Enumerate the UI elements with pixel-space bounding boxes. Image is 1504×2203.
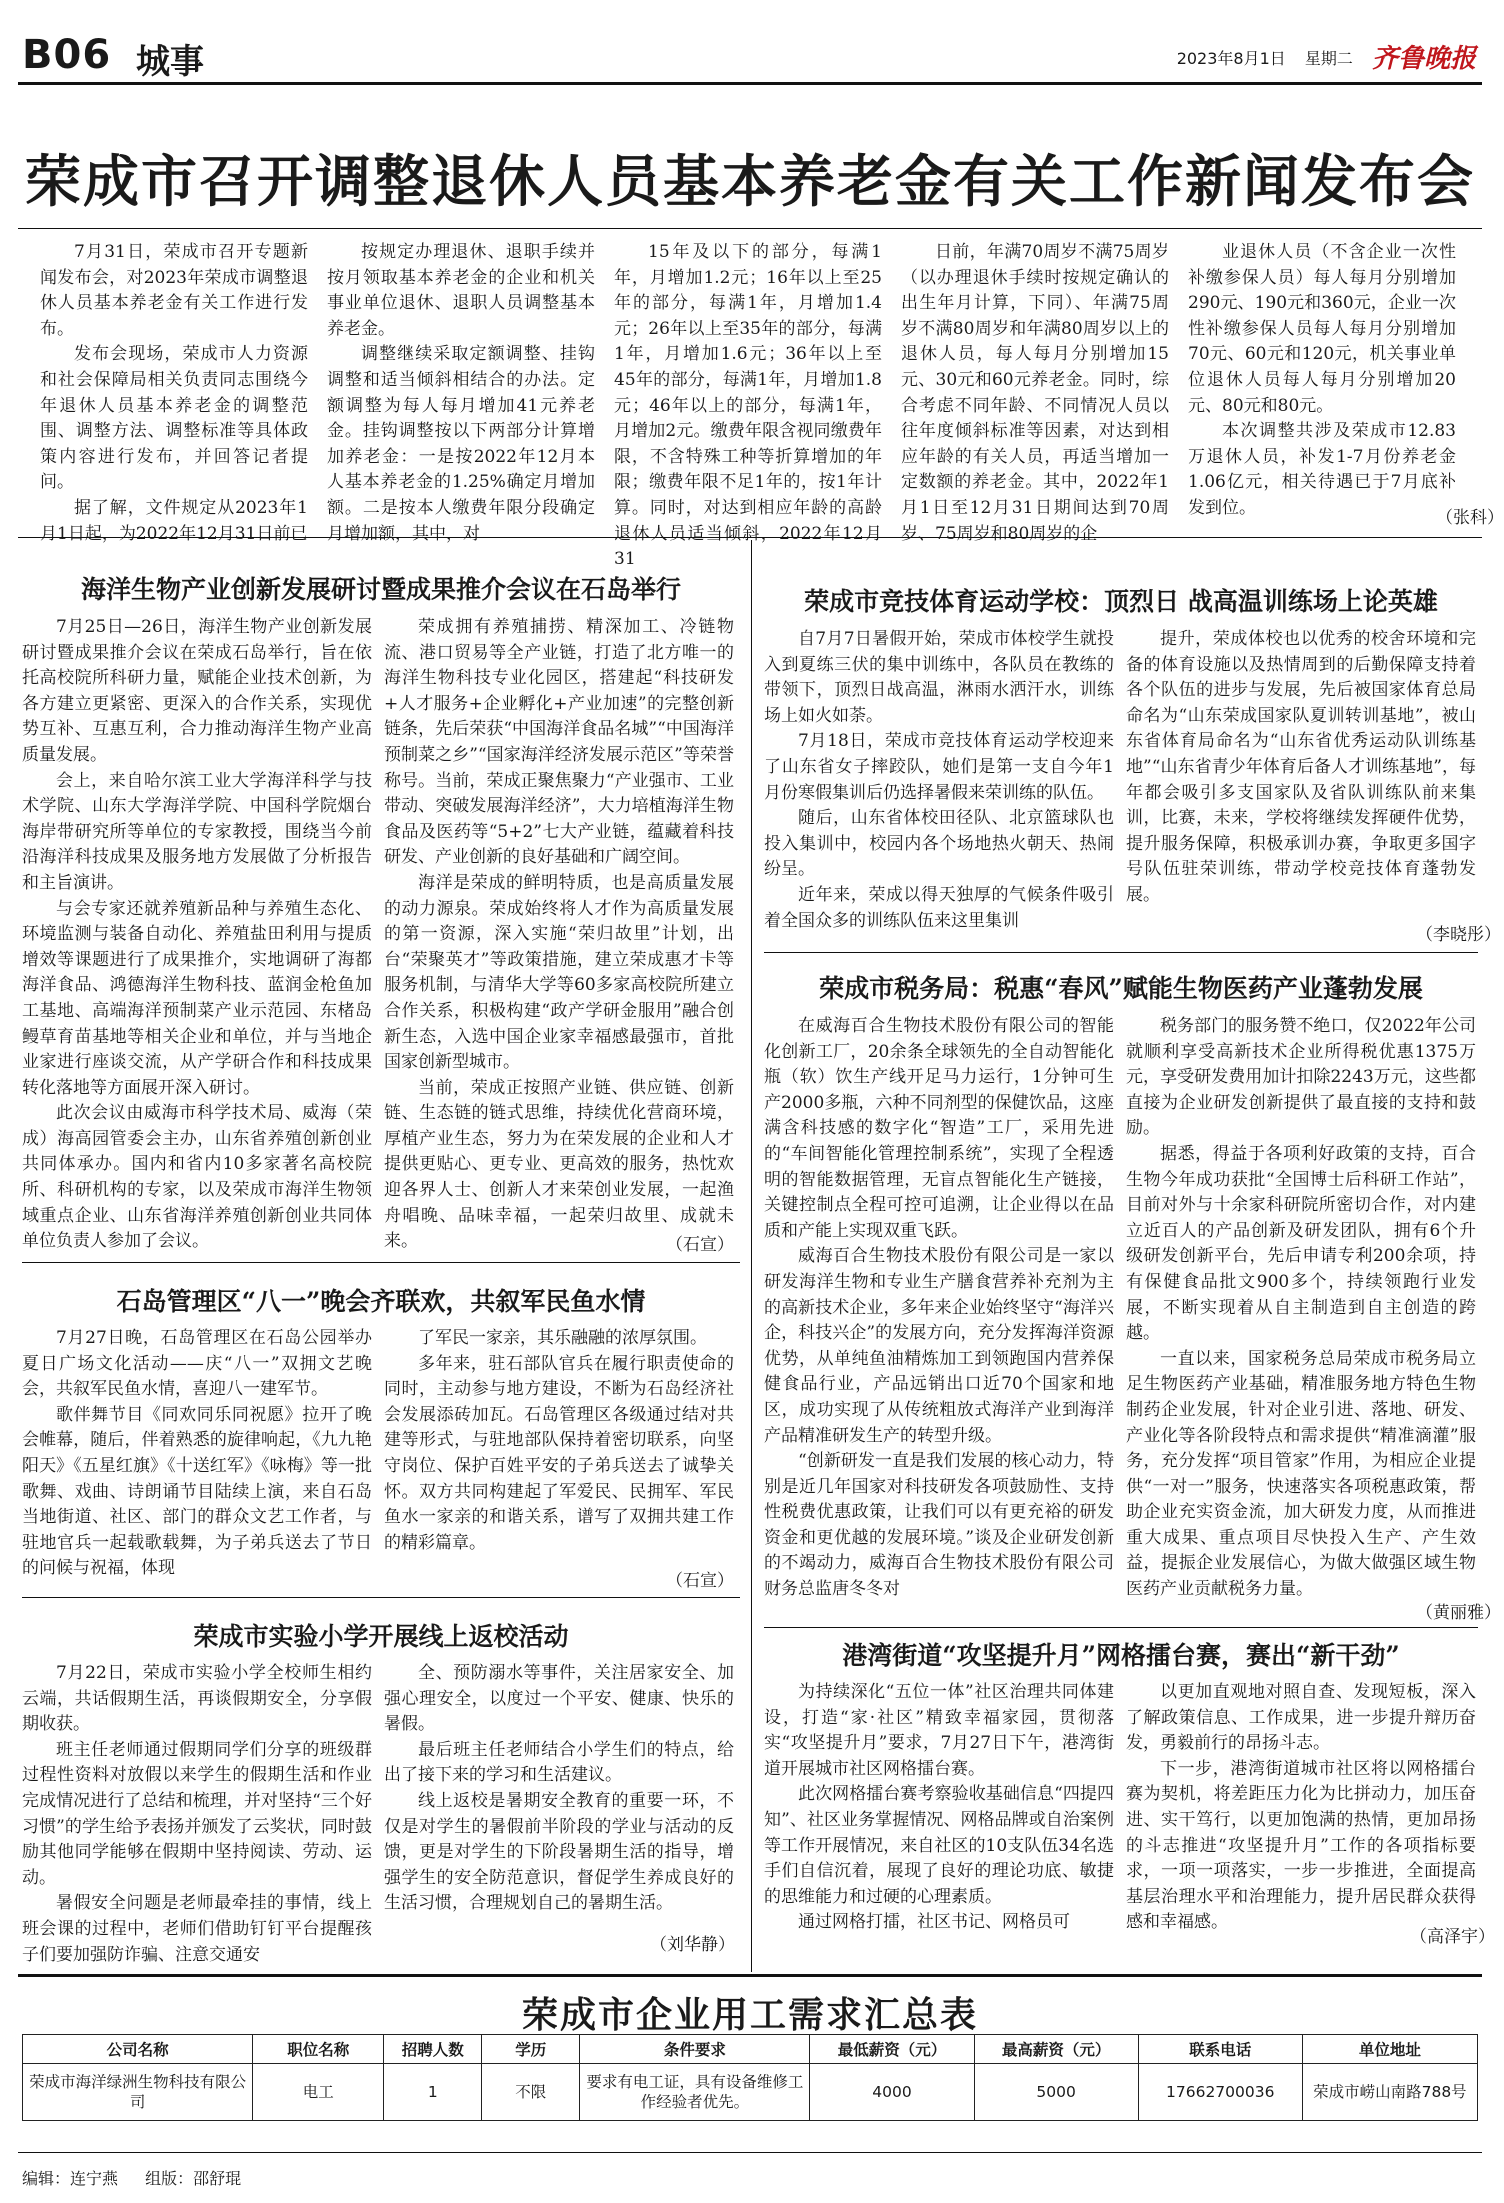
- paragraph: 近年来，荣成以得天独厚的气候条件吸引着全国众多的训练队伍来这里集训: [764, 884, 1114, 931]
- paragraph: 按规定办理退休、退职手续并按月领取基本养老金的企业和机关事业单位退休、退职人员调整基本养老金。: [327, 242, 595, 339]
- paragraph: 税务部门的服务赞不绝口，仅2022年公司就顺利享受高新技术企业所得税优惠1375万元，享受研发费用加计扣除2243万元，这些都直接为企业研发创新提供了最直接的支持和鼓励。: [1126, 1016, 1476, 1139]
- article-divider: [764, 1627, 1478, 1628]
- newspaper-logo: 齐鲁晚报: [1371, 44, 1476, 74]
- issue-date: 2023年8月1日: [1176, 49, 1286, 68]
- layout-credit: 组版：邵舒琨: [145, 2169, 242, 2188]
- article-byline: （李晓彤）: [1416, 925, 1501, 945]
- paragraph: 最后班主任老师结合小学生们的特点，给出了接下来的学习和生活建议。: [384, 1739, 734, 1786]
- main-bottom-rule: [18, 537, 1482, 538]
- text-column: [1188, 240, 1456, 530]
- article-title-school: 荣成市实验小学开展线上返校活动: [193, 1622, 569, 1651]
- paragraph: 自7月7日暑假开始，荣成市体校学生就投入到夏练三伏的集中训练中，各队员在教练的带领下，顶烈日战高温，淋雨水洒汗水，训练场上如火如荼。: [764, 629, 1114, 726]
- paragraph: 本次调整共涉及荣成市12.83万退休人员，补发1-7月份养老金1.06亿元，相关待遇已于7月底补发到位。: [1188, 421, 1456, 518]
- paragraph: 业退休人员（不含企业一次性补缴参保人员）每人每月分别增加290元、190元和360元，企业一次性补缴参保人员每人每月分别增加70元、60元和120元，机关事业单位退休人员每人每月分别增加20元、80元和80元。: [1188, 242, 1456, 416]
- paragraph: 此次网格擂台赛考察验收基础信息“四提四知”、社区业务掌握情况、网格品牌或自治案例等工作开展情况，来自社区的10支队伍34名选手们自信沉着，展现了良好的理论功底、敏捷的思维能力和过硬的心理素质。: [764, 1784, 1114, 1907]
- table-cell: 要求有电工证，具有设备维修工作经验者优先。: [580, 2064, 810, 2121]
- text-column: [901, 240, 1169, 544]
- column-divider: [751, 540, 752, 1972]
- table-cell: 荣成市海洋绿洲生物科技有限公司: [23, 2064, 253, 2121]
- text-column: [22, 1326, 372, 1579]
- article-byline: （刘华静）: [650, 1935, 735, 1955]
- table-header-cell: 最低薪资（元）: [810, 2035, 974, 2064]
- table-header-cell: 最高薪资（元）: [974, 2035, 1138, 2064]
- text-column: [1126, 1680, 1476, 1933]
- table-header-cell: 学历: [482, 2035, 580, 2064]
- paragraph: 7月18日，荣成市竞技体育运动学校迎来了山东省女子摔跤队，她们是第一支自今年1月份寒假集训后仍选择暑假来荣训练的队伍。: [764, 731, 1114, 803]
- main-headline: 荣成市召开调整退休人员基本养老金有关工作新闻发布会: [25, 149, 1475, 215]
- article-divider: [22, 1597, 740, 1598]
- article-byline: （高泽宇）: [1410, 1927, 1495, 1947]
- editor-credit: 编辑：连宁燕: [22, 2169, 119, 2188]
- text-column: [614, 240, 882, 570]
- article-title-tax: 荣成市税务局：税惠“春风”赋能生物医药产业蓬勃发展: [819, 974, 1423, 1003]
- table-cell: 1: [384, 2064, 482, 2121]
- page-number: B06: [22, 32, 112, 78]
- paragraph: 7月27日晚，石岛管理区在石岛公园举办夏日广场文化活动——庆“八一”双拥文艺晚会，共叙军民鱼水情，喜迎八一建军节。: [22, 1328, 372, 1400]
- article-divider: [22, 1262, 740, 1263]
- article-divider: [764, 952, 1478, 953]
- table-header-cell: 招聘人数: [384, 2035, 482, 2064]
- text-column: [764, 1680, 1114, 1933]
- table-header-cell: 职位名称: [253, 2035, 384, 2064]
- paragraph: 日前，年满70周岁不满75周岁（以办理退休手续时按规定确认的出生年月计算，下同）、年满75周岁不满80周岁和年满80周岁以上的退休人员，每人每月分别增加15元、30元和60元养老金。同时，综合考虑不同年龄、不同情况人员以往年度倾斜标准等因素，对达到相应年龄的有关人员，再适当增加一定数额的养老金。其中，2022年1月1日至12月31日期间达到70周岁、75周岁和80周岁的企: [901, 242, 1169, 544]
- paragraph: 15年及以下的部分，每满1年，月增加1.2元；16年以上至25年的部分，每满1年，月增加1.4元；26年以上至35年的部分，每满1年，月增加1.6元；36年以上至45年的部分，每满1年，月增加1.8元；46年以上的部分，每满1年，月增加2元。缴费年限含视同缴费年限，不含特殊工种等折算增加的年限；缴费年限不足1年的，按1年计算。同时，对达到相应年龄的高龄退休人员适当倾斜，2022年12月31: [614, 242, 882, 570]
- table-cell: 17662700036: [1138, 2064, 1302, 2121]
- paragraph: 调整继续采取定额调整、挂钩调整和适当倾斜相结合的办法。定额调整为每人每月增加41元养老金。挂钩调整按以下两部分计算增加养老金：一是按2022年12月本人基本养老金的1.25%确定月增加额。二是按本人缴费年限分段确定月增加额，其中，对: [327, 344, 595, 544]
- page-footer: [22, 2166, 263, 2189]
- paragraph: 随后，山东省体校田径队、北京篮球队也投入集训中，校园内各个场地热火朝天、热闹纷呈。: [764, 808, 1114, 880]
- paragraph: 在威海百合生物技术股份有限公司的智能化创新工厂，20余条全球领先的全自动智能化瓶（软）饮生产线开足马力运行，1分钟可生产2000多瓶，六种不同剂型的保健饮品，这座满含科技感的数字化“智造”工厂，采用先进的“车间智能化管理控制系统”，实现了全程透明的智能数据管理，无盲点智能化生产链接，关键控制点全程可控可追溯，让企业得以在品质和产能上实现双重飞跃。: [764, 1016, 1114, 1241]
- paragraph: 通过网格打擂，社区书记、网格员可: [798, 1912, 1070, 1933]
- paragraph: 全、预防溺水等事件，关注居家安全、加强心理安全，以度过一个平安、健康、快乐的暑假。: [384, 1663, 734, 1735]
- paragraph: 一直以来，国家税务总局荣成市税务局立足生物医药产业基础，精准服务地方特色生物制药企业发展，针对企业引进、落地、研发、产业化等各阶段特点和需求提供“精准滴灌”服务，充分发挥“项目管家”作用，为相应企业提供“一对一”服务，快速落实各项税惠政策，帮助企业充实资金流，加大研发力度，从而推进重大成果、重点项目尽快投入生产、产生效益，提振企业发展信心，为做大做强区域生物医药产业贡献税务力量。: [1126, 1348, 1476, 1600]
- paragraph: 班主任老师通过假期同学们分享的班级群过程性资料对放假以来学生的假期生活和作业完成情况进行了总结和梳理，并对坚持“三个好习惯”的学生给予表扬并颁发了云奖状，同时鼓励其他同学能够在假期中坚持阅读、劳动、运动。: [22, 1739, 372, 1888]
- table-row: [23, 2064, 1478, 2121]
- paragraph: “创新研发一直是我们发展的核心动力，特别是近几年国家对科技研发各项鼓励性、支持性税费优惠政策，让我们可以有更充裕的研发资金和更优越的发展环境。”谈及企业研发创新的不竭动力，威海百合生物技术股份有限公司财务总监唐冬冬对: [764, 1451, 1114, 1600]
- text-column: [384, 1326, 734, 1562]
- headline-rule: [18, 228, 1482, 229]
- text-column: [22, 1661, 372, 1965]
- table-cell: 荣成市崂山南路788号: [1302, 2064, 1477, 2121]
- paragraph: 据了解，文件规定从2023年1月1日起，为2022年12月31日前已: [40, 497, 308, 544]
- header-right: [1163, 38, 1476, 75]
- paragraph: 当前，荣成正按照产业链、供应链、创新链、生态链的链式思维，持续优化营商环境，厚植产业生态，努力为在荣发展的企业和人才提供更贴心、更专业、更高效的服务，热忱欢迎各界人士、创新人才来荣创业发展，一起渔舟唱晚、品味幸福，一起荣归故里、成就未来。: [384, 1077, 734, 1252]
- text-column: [40, 240, 308, 544]
- paragraph: 线上返校是暑期安全教育的重要一环，不仅是对学生的暑假前半阶段的学业与活动的反馈，更是对学生的下阶段暑期生活的指导，增强学生的安全防范意识，督促学生养成良好的生活习惯，合理规划自己的暑期生活。: [384, 1790, 734, 1914]
- paragraph: 会上，来自哈尔滨工业大学海洋科学与技术学院、山东大学海洋学院、中国科学院烟台海岸带研究所等单位的专家教授，围绕当今前沿海洋科技成果及服务地方发展做了分析报告和主旨演讲。: [22, 770, 372, 893]
- table-header-cell: 单位地址: [1302, 2035, 1477, 2064]
- table-cell: 不限: [482, 2064, 580, 2121]
- paragraph: 了军民一家亲，其乐融融的浓厚氛围。: [418, 1328, 707, 1348]
- main-byline: （张科）: [1436, 508, 1504, 528]
- table-header-cell: 公司名称: [23, 2035, 253, 2064]
- table-top-rule: [18, 1974, 1482, 1977]
- header-rule: [18, 82, 1482, 85]
- article-title-bayi: 石岛管理区“八一”晚会齐联欢，共叙军民鱼水情: [116, 1287, 646, 1316]
- text-column: [1126, 627, 1476, 917]
- jobs-table-title: 荣成市企业用工需求汇总表: [521, 1994, 978, 2036]
- article-byline: （石宣）: [666, 1235, 734, 1255]
- table-cell: 4000: [810, 2064, 974, 2121]
- page-header: [18, 26, 1482, 82]
- paragraph: 此次会议由威海市科学技术局、威海（荣成）海高园管委会主办，山东省养殖创新创业共同体承办。国内和省内10多家著名高校院所、科研机构的专家，以及荣成市海洋生物领域重点企业、山东省海洋养殖创新创业共同体单位负责人参加了会议。: [22, 1103, 372, 1252]
- footer-rule: [18, 2152, 1482, 2153]
- text-column: [764, 627, 1114, 931]
- section-name: 城事: [136, 42, 204, 82]
- table-cell: 5000: [974, 2064, 1138, 2121]
- paragraph: 下一步，港湾街道城市社区将以网格擂台赛为契机，将差距压力化为比拼动力，加压奋进、实干笃行，以更加饱满的热情，更加昂扬的斗志推进“攻坚提升月”工作的各项指标要求，一项一项落实，一步一步推进，全面提高基层治理水平和治理能力，提升居民群众获得感和幸福感。: [1126, 1758, 1476, 1933]
- text-column: [22, 615, 372, 1252]
- article-byline: （黄丽雅）: [1416, 1603, 1501, 1623]
- paragraph: 暑假安全问题是老师最牵挂的事情，线上班会课的过程中，老师们借助钉钉平台提醒孩子们要加强防诈骗、注意交通安: [22, 1893, 372, 1965]
- table-header-cell: 联系电话: [1138, 2035, 1302, 2064]
- table-cell: 电工: [253, 2064, 384, 2121]
- paragraph: 为持续深化“五位一体”社区治理共同体建设，打造“家·社区”精致幸福家园，贯彻落实“攻坚提升月”要求，7月27日下午，港湾街道开展城市社区网格擂台赛。: [764, 1682, 1114, 1779]
- paragraph: 海洋是荣成的鲜明特质，也是高质量发展的动力源泉。荣成始终将人才作为高质量发展的第一资源，深入实施“荣归故里”计划，出台“荣聚英才”等政策措施，建立荣成惠才卡等服务机制，与清华大学等60多家高校院所建立合作关系，积极构建“政产学研金服用”融合创新生态，入选中国企业家幸福感最强市，首批国家创新型城市。: [384, 872, 734, 1073]
- paragraph: 荣成拥有养殖捕捞、精深加工、冷链物流、港口贸易等全产业链，打造了北方唯一的海洋生物科技专业化园区，搭建起“科技研发+人才服务+企业孵化+产业加速”的完整创新链条，先后荣获“中国海洋食品名城”“中国海洋预制菜之乡”“国家海洋经济发展示范区”等荣誉称号。当前，荣成正聚焦聚力“产业强市、工业带动、突破发展海洋经济”，大力培植海洋生物食品及医药等“5+2”七大产业链，蕴藏着科技研发、产业创新的良好基础和广阔空间。: [384, 617, 734, 868]
- paragraph: 7月31日，荣成市召开专题新闻发布会，对2023年荣成市调整退休人员基本养老金有关工作进行发布。: [40, 242, 308, 339]
- paragraph: 歌伴舞节目《同欢同乐同祝愿》拉开了晚会帷幕，随后，伴着熟悉的旋律响起，《九九艳阳天》《五星红旗》《十送红军》《咏梅》等一批歌舞、戏曲、诗朗诵节目陆续上演，来自石岛当地街道、社区、部门的群众文艺工作者，与驻地官兵一起载歌载舞，为子弟兵送去了节日的问候与祝福，体现: [22, 1404, 372, 1579]
- table-header-cell: 条件要求: [580, 2035, 810, 2064]
- issue-weekday: 星期二: [1304, 49, 1353, 68]
- text-column: [327, 240, 595, 544]
- article-byline: （石宣）: [666, 1571, 734, 1591]
- paragraph: 7月22日，荣成市实验小学全校师生相约云端，共话假期生活，再谈假期安全，分享假期收获。: [22, 1663, 372, 1735]
- paragraph: 以更加直观地对照自查、发现短板，深入了解政策信息、工作成果，进一步提升辩历奋发，勇毅前行的昂扬斗志。: [1126, 1682, 1476, 1754]
- jobs-table: [22, 2034, 1478, 2121]
- paragraph: 多年来，驻石部队官兵在履行职责使命的同时，主动参与地方建设，不断为石岛经济社会发展添砖加瓦。石岛管理区各级通过结对共建等形式，与驻地部队保持着密切联系，向坚守岗位、保护百姓平安的子弟兵送去了诚挚关怀。双方共同构建起了军爱民、民拥军、军民鱼水一家亲的和谐关系，谱写了双拥共建工作的精彩篇章。: [384, 1353, 734, 1553]
- article-title-marine: 海洋生物产业创新发展研讨暨成果推介会议在石岛举行: [80, 575, 681, 604]
- text-column: [1126, 1014, 1476, 1600]
- paragraph: 提升，荣成体校也以优秀的校舍环境和完备的体育设施以及热情周到的后勤保障支持着各个队伍的进步与发展，先后被国家体育总局命名为“山东荣成国家队夏训转训基地”，被山东省体育局命名为“山东省优秀运动队训练基地”“山东省青少年体育后备人才训练基地”，每年都会吸引多支国家队及省队训练队前来集训，比赛，未来，学校将继续发挥硬件优势，提升服务保障，积极承训办赛，争取更多国字号队伍驻荣训练，带动学校竞技体育蓬勃发展。: [1126, 629, 1476, 905]
- paragraph: 发布会现场，荣成市人力资源和社会保障局相关负责同志围绕今年退休人员基本养老金的调整范围、调整方法、调整标准等具体政策内容进行发布，并回答记者提问。: [40, 344, 308, 493]
- paragraph: 据悉，得益于各项利好政策的支持，百合生物今年成功获批“全国博士后科研工作站”，目前对外与十余家科研院所密切合作，对内建立近百人的产品创新及研发团队，拥有6个升级研发创新平台，先后申请专利200余项，持有保健食品批文900多个，持续领跑行业发展，不断实现着从自主制造到自主创造的跨越。: [1126, 1143, 1476, 1344]
- paragraph: 与会专家还就养殖新品种与养殖生态化、环境监测与装备自动化、养殖盐田利用与提质增效等课题进行了成果推介，实地调研了海都海洋食品、鸿德海洋生物科技、蓝润金枪鱼加工基地、高端海洋预制菜产业示范园、东楮岛鳗草育苗基地等相关企业和单位，并与当地企业家进行座谈交流，从产学研合作和科技成果转化落地等方面展开深入研讨。: [22, 898, 372, 1098]
- text-column: [384, 1661, 734, 1927]
- text-column: [764, 1014, 1114, 1600]
- paragraph: 7月25日—26日，海洋生物产业创新发展研讨暨成果推介会议在荣成石岛举行，旨在依托高校院所科研力量，赋能企业技术创新，为各方建立更紧密、更深入的合作关系，实现优势互补、互惠互利，合力推动海洋生物产业高质量发展。: [22, 617, 372, 765]
- paragraph: 威海百合生物技术股份有限公司是一家以研发海洋生物和专业生产膳食营养补充剂为主的高新技术企业，多年来企业始终坚守“海洋兴企，科技兴企”的发展方向，充分发挥海洋资源优势，从单纯鱼油精炼加工到领跑国内营养保健食品行业，产品远销出口近70个国家和地区，成功实现了从传统粗放式海洋产业到海洋产品精准研发生产的转型升级。: [764, 1246, 1114, 1446]
- article-title-gangwan: 港湾街道“攻坚提升月”网格擂台赛，赛出“新干劲”: [842, 1641, 1400, 1670]
- article-title-sports: 荣成市竞技体育运动学校：顶烈日 战高温训练场上论英雄: [804, 587, 1438, 616]
